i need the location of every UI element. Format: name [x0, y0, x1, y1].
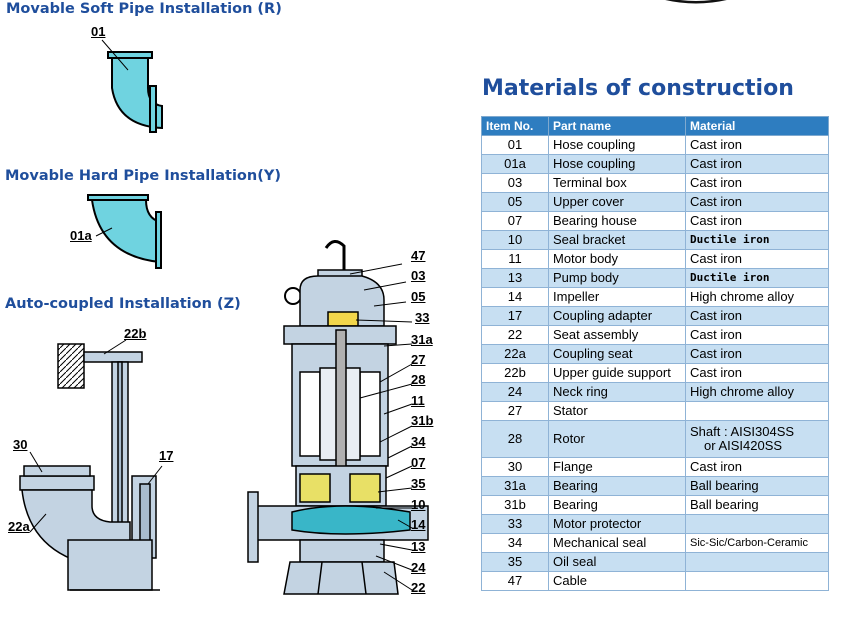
cell-part: Seat assembly: [549, 326, 686, 345]
pump-label-28: 28: [411, 372, 426, 387]
cell-item: 27: [482, 402, 549, 421]
cell-part: Upper cover: [549, 193, 686, 212]
label-01: 01: [91, 24, 106, 39]
table-row: [482, 515, 829, 534]
cell-item: 35: [482, 553, 549, 572]
table-row: [482, 193, 829, 212]
table-row: [482, 496, 829, 515]
heading-soft-pipe: Movable Soft Pipe Installation (R): [6, 1, 282, 17]
cell-material: [686, 515, 829, 534]
label-22a: 22a: [8, 519, 30, 534]
cell-item: 22: [482, 326, 549, 345]
cell-material: Cast iron: [686, 364, 829, 383]
pump-label-07: 07: [411, 455, 426, 470]
pump-label-35: 35: [411, 476, 426, 491]
pump-label-05: 05: [411, 289, 426, 304]
label-01a: 01a: [70, 228, 92, 243]
cell-item: 01: [482, 136, 549, 155]
cell-material: High chrome alloy: [686, 383, 829, 402]
cell-material: Ball bearing: [686, 477, 829, 496]
pump-label-10: 10: [411, 497, 426, 512]
heading-auto-coupled: Auto-coupled Installation (Z): [5, 296, 241, 312]
cell-item: 28: [482, 421, 549, 458]
auto-coupled-drawing: [20, 340, 162, 590]
table-row: [482, 553, 829, 572]
table-row: [482, 345, 829, 364]
cell-item: 14: [482, 288, 549, 307]
cell-part: Pump body: [549, 269, 686, 288]
cell-material: [686, 421, 829, 458]
cell-material: Cast iron: [686, 458, 829, 477]
pump-label-14: 14: [411, 517, 426, 532]
cell-material: [686, 572, 829, 591]
cell-part: Terminal box: [549, 174, 686, 193]
table-row: [482, 250, 829, 269]
cell-part: Hose coupling: [549, 155, 686, 174]
soft-pipe-elbow: [102, 40, 162, 132]
rotor-material-line-2: or AISI420SS: [704, 438, 783, 453]
cell-material: Cast iron: [686, 345, 829, 364]
table-row: [482, 421, 829, 458]
cell-material: Cast iron: [686, 212, 829, 231]
cell-part: Bearing: [549, 496, 686, 515]
cell-item: 03: [482, 174, 549, 193]
rotor-material-line-1: Shaft : AISI304SS: [690, 424, 795, 439]
cell-item: 22a: [482, 345, 549, 364]
table-row: [482, 383, 829, 402]
table-row: [482, 534, 829, 553]
table-row: [482, 326, 829, 345]
pump-label-22: 22: [411, 580, 426, 595]
cell-material: Cast iron: [686, 174, 829, 193]
pump-label-13: 13: [411, 539, 426, 554]
table-row: [482, 364, 829, 383]
cell-item: 13: [482, 269, 549, 288]
pump-label-03: 03: [411, 268, 426, 283]
pump-label-24: 24: [411, 560, 426, 575]
table-row: [482, 155, 829, 174]
table-row: [482, 269, 829, 288]
hard-pipe-elbow: [88, 195, 161, 268]
cell-part: Oil seal: [549, 553, 686, 572]
label-30: 30: [13, 437, 28, 452]
cell-item: 11: [482, 250, 549, 269]
table-row: [482, 231, 829, 250]
table-row: [482, 174, 829, 193]
label-22b: 22b: [124, 326, 147, 341]
cell-part: Motor protector: [549, 515, 686, 534]
cell-item: 10: [482, 231, 549, 250]
cell-part: Seal bracket: [549, 231, 686, 250]
cell-material: Cast iron: [686, 326, 829, 345]
cell-material: [686, 402, 829, 421]
table-row: [482, 212, 829, 231]
cell-part: Flange: [549, 458, 686, 477]
table-header-row: [482, 117, 829, 136]
header-material: Material: [686, 117, 829, 136]
cell-part: Coupling adapter: [549, 307, 686, 326]
cell-material: [686, 553, 829, 572]
label-17: 17: [159, 448, 174, 463]
header-item-no: Item No.: [482, 117, 549, 136]
cell-item: 07: [482, 212, 549, 231]
cell-part: Hose coupling: [549, 136, 686, 155]
cell-item: 22b: [482, 364, 549, 383]
pump-label-33: 33: [415, 310, 430, 325]
table-row: [482, 477, 829, 496]
cell-material: Ductile iron: [686, 269, 829, 288]
pump-label-34: 34: [411, 434, 426, 449]
cell-part: Cable: [549, 572, 686, 591]
cell-part: Stator: [549, 402, 686, 421]
pump-label-27: 27: [411, 352, 426, 367]
header-part-name: Part name: [549, 117, 686, 136]
cell-material: Cast iron: [686, 155, 829, 174]
cell-part: Upper guide support: [549, 364, 686, 383]
pump-label-31b: 31b: [411, 413, 434, 428]
cell-part: Impeller: [549, 288, 686, 307]
cell-item: 31a: [482, 477, 549, 496]
pump-label-47: 47: [411, 248, 426, 263]
table-row: [482, 572, 829, 591]
pump-cross-section: [248, 241, 428, 594]
cell-part: Neck ring: [549, 383, 686, 402]
cell-part: Bearing: [549, 477, 686, 496]
cell-material: High chrome alloy: [686, 288, 829, 307]
cell-material: Ductile iron: [686, 231, 829, 250]
cell-material: Cast iron: [686, 136, 829, 155]
pump-label-11: 11: [411, 393, 425, 408]
cell-part: Mechanical seal: [549, 534, 686, 553]
cell-item: 47: [482, 572, 549, 591]
table-row: [482, 136, 829, 155]
cell-part: Motor body: [549, 250, 686, 269]
cell-part: Rotor: [549, 421, 686, 458]
cell-item: 05: [482, 193, 549, 212]
table-row: [482, 288, 829, 307]
materials-table: [481, 116, 829, 591]
materials-title: Materials of construction: [482, 76, 794, 101]
cell-part: Coupling seat: [549, 345, 686, 364]
cell-item: 24: [482, 383, 549, 402]
table-row: [482, 402, 829, 421]
cell-material: Sic-Sic/Carbon-Ceramic: [686, 534, 829, 553]
cell-item: 31b: [482, 496, 549, 515]
cell-item: 34: [482, 534, 549, 553]
cell-part: Bearing house: [549, 212, 686, 231]
cell-item: 30: [482, 458, 549, 477]
table-row: [482, 307, 829, 326]
pump-label-31a: 31a: [411, 332, 433, 347]
table-row: [482, 458, 829, 477]
cell-material: Cast iron: [686, 307, 829, 326]
cell-material: Cast iron: [686, 193, 829, 212]
cell-item: 33: [482, 515, 549, 534]
cell-item: 17: [482, 307, 549, 326]
heading-hard-pipe: Movable Hard Pipe Installation(Y): [5, 168, 281, 184]
cell-material: Cast iron: [686, 250, 829, 269]
cell-item: 01a: [482, 155, 549, 174]
cell-material: Ball bearing: [686, 496, 829, 515]
